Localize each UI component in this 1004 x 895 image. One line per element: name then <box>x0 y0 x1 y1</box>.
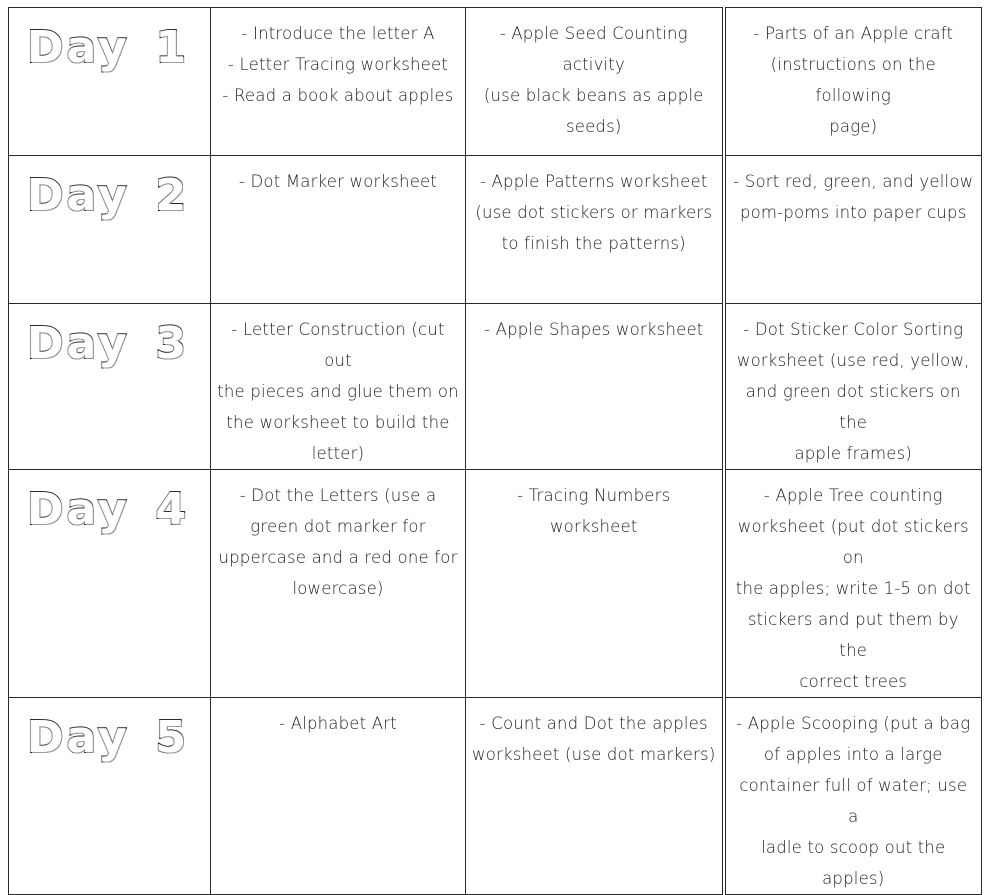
activity-text: - Introduce the letter A - Letter Tracing worksheet - Read a book about apples <box>222 24 454 105</box>
activity-cell <box>211 8 466 156</box>
activity-text: - Apple Tree counting worksheet (put dot stickers on the apples; write 1-5 on dot stickers and put them by the correct trees <box>735 486 971 691</box>
activity-cell <box>466 156 724 304</box>
activity-cell <box>724 470 982 698</box>
activity-cell <box>466 304 724 470</box>
day-label-cell <box>9 304 211 470</box>
table-row <box>9 470 982 698</box>
weekly-plan-table <box>8 7 982 895</box>
day-label-cell <box>9 470 211 698</box>
activity-cell <box>466 698 724 895</box>
activity-text: - Dot the Letters (use a green dot marker for uppercase and a red one for lowercase) <box>218 486 458 598</box>
day-label-cell <box>9 156 211 304</box>
day-heading: Day 2 <box>27 170 190 221</box>
activity-cell <box>466 8 724 156</box>
day-heading: Day 3 <box>27 318 190 369</box>
table-row <box>9 304 982 470</box>
activity-text: - Letter Construction (cut out the pieces and glue them on the worksheet to build the letter) <box>217 320 459 463</box>
activity-cell <box>724 156 982 304</box>
activity-cell <box>466 470 724 698</box>
activity-cell <box>211 304 466 470</box>
activity-cell <box>211 698 466 895</box>
activity-cell <box>211 156 466 304</box>
activity-cell <box>724 304 982 470</box>
activity-text: - Dot Marker worksheet <box>238 172 438 191</box>
activity-text: - Parts of an Apple craft (instructions on the following page) <box>753 24 954 136</box>
activity-text: - Count and Dot the apples worksheet (use dot markers) <box>472 714 716 764</box>
activity-text: - Apple Scooping (put a bag of apples into a large container full of water; use a ladle to scoop out the apples) <box>736 714 971 888</box>
activity-text: - Alphabet Art <box>279 714 397 733</box>
table-row <box>9 698 982 895</box>
activity-text: - Dot Sticker Color Sorting worksheet (use red, yellow, and green dot stickers on the apple frames) <box>736 320 970 463</box>
table-row <box>9 156 982 304</box>
activity-text: - Apple Patterns worksheet (use dot stickers or markers to finish the patterns) <box>475 172 713 253</box>
activity-cell <box>211 470 466 698</box>
activity-cell <box>724 698 982 895</box>
activity-cell <box>724 8 982 156</box>
activity-text: - Apple Shapes worksheet <box>484 320 704 339</box>
day-heading: Day 5 <box>27 712 190 763</box>
activity-text: - Tracing Numbers worksheet <box>517 486 671 536</box>
activity-text: - Apple Seed Counting activity (use black beans as apple seeds) <box>483 24 704 136</box>
day-label-cell <box>9 8 211 156</box>
day-label-cell <box>9 698 211 895</box>
day-heading: Day 1 <box>27 22 190 73</box>
activity-text: - Sort red, green, and yellow pom-poms into paper cups <box>733 172 974 222</box>
table-row <box>9 8 982 156</box>
day-heading: Day 4 <box>27 484 190 535</box>
